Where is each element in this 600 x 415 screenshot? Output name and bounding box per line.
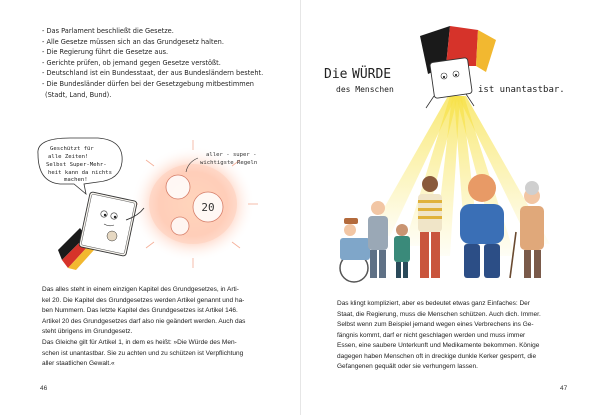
page-number-right: 47 xyxy=(560,385,568,392)
page-number-left: 46 xyxy=(40,385,48,392)
scribble-line: wichtigste Regeln xyxy=(200,160,258,166)
dignity-illustration xyxy=(310,16,590,284)
bullet-item: - Die Regierung führt die Gesetze aus. xyxy=(42,48,169,57)
bullet-list xyxy=(42,26,302,100)
person-wheelchair xyxy=(340,218,370,282)
text-line: Gefangenen gequält oder sie verhungern lassen. xyxy=(337,363,478,370)
title-word: Die xyxy=(324,67,348,82)
text-line: schen ist unantastbar. Sie zu achten und zu schützen ist Verpflichtung xyxy=(42,349,244,357)
paragraph-dignity xyxy=(337,299,577,373)
speech-line: Selbst Super-Mehr- xyxy=(46,162,107,168)
bullet-item: - Die Bundesländer dürfen bei der Gesetzgebung mitbestimmen xyxy=(42,79,254,88)
bullet-item: - Gerichte prüfen, ob jemand gegen Gesetze verstößt. xyxy=(42,58,221,67)
speech-line: machen! xyxy=(64,177,88,183)
text-line: Staat, die Regierung, muss die Menschen schützen. Auch dich. Immer. xyxy=(337,310,541,318)
text-line: steht übrigens im Grundgesetz. xyxy=(42,328,133,335)
text-line: dagegen haben Menschen oft in dreckige dunkle Kerker gesperrt, die xyxy=(337,352,537,360)
sign-number: 20 xyxy=(201,201,215,214)
person-child xyxy=(394,224,410,278)
text-line: Artikel 20 des Grundgesetzes darf also nie geändert werden. Auch das xyxy=(42,317,246,325)
grundgesetz-book-character xyxy=(58,192,144,270)
text-line: ben Nummern. Das letzte Kapitel des Grundgesetzes ist Artikel 146. xyxy=(42,307,238,314)
text-line: Das klingt kompliziert, aber es bedeutet etwas ganz Einfaches: Der xyxy=(337,300,530,307)
text-line: Das alles steht in einem einzigen Kapitel des Grundgesetzes, in Arti- xyxy=(42,286,239,293)
scribble-line: aller - super - xyxy=(206,152,257,158)
title-word: ist unantastbar. xyxy=(478,85,565,95)
grundgesetz-book-illustration xyxy=(28,132,288,270)
title-word-emphasis: WÜRDE xyxy=(352,67,392,82)
text-line: kel 20. Die Kapitel des Grundgesetzes werden Artikel genannt und ha- xyxy=(42,296,245,304)
bullet-item: - Das Parlament beschließt die Gesetze. xyxy=(42,27,174,35)
bullet-item-continuation: (Stadt, Land, Bund). xyxy=(45,90,112,99)
text-line: Das Gleiche gilt für Artikel 1, in dem es heißt: »Die Würde des Men- xyxy=(42,339,237,346)
paragraph-article-1 xyxy=(42,338,282,370)
bullet-item: - Alle Gesetze müssen sich an das Grundgesetz halten. xyxy=(42,37,224,46)
text-line: Selbst wenn zum Beispiel jemand wegen eines Verbrechens ins Ge- xyxy=(337,321,534,328)
text-line: aller staatlichen Gewalt.« xyxy=(42,360,115,367)
text-line: Essen, eine saubere Unterkunft und Medikamente bekommen. Könige xyxy=(337,342,540,349)
speech-line: alle Zeiten! xyxy=(48,154,89,160)
speech-line: Geschützt für xyxy=(50,146,94,152)
paragraph-article-20 xyxy=(42,285,282,338)
speech-bubble xyxy=(38,138,122,194)
title-word: des Menschen xyxy=(336,85,394,94)
grundgesetz-book-with-flag xyxy=(420,26,496,108)
speech-line: heit kann da nichts xyxy=(48,170,112,176)
bullet-item: - Deutschland ist ein Bundesstaat, der aus Bundesländern besteht. xyxy=(42,69,264,78)
text-line: fängnis kommt, darf er nicht geschlagen werden und muss immer xyxy=(337,331,526,339)
